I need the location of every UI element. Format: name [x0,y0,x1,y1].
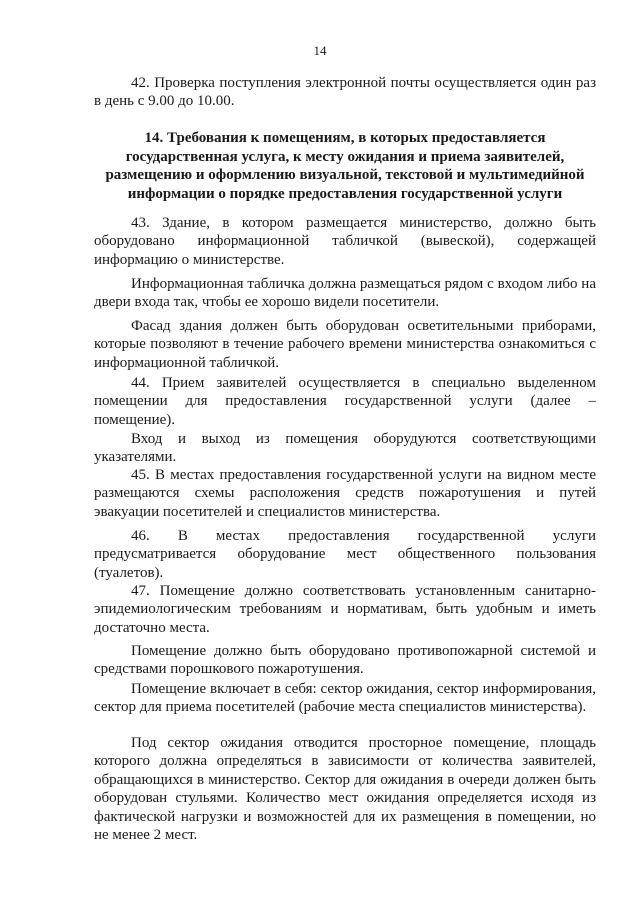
paragraph-sectors: Помещение включает в себя: сектор ожидания, сектор информирования, сектор для приема посетителей (рабочие места специалистов министерства). [94,681,596,716]
page-number: 14 [313,43,327,58]
paragraph-waiting-sector: Под сектор ожидания отводится просторное помещение, площадь которого должна определяться в зависимости от количества заявителей, обращающихся в министерство. Сектор для ожидания в очереди должен быть оборудован стульями. Количество мест ожидания определяется исходя из фактической нагрузки и возможностей для их размещения в помещении, но не менее 2 мест. [94,735,596,844]
paragraph-45: 45. В местах предоставления государственной услуги на видном месте размещаются схемы расположения средств пожаротушения и путей эвакуации посетителей и специалистов министерства. [94,467,596,520]
paragraph-entrance: Вход и выход из помещения оборудуются соответствующими указателями. [94,431,596,466]
paragraph-43: 43. Здание, в котором размещается министерство, должно быть оборудовано информационной табличкой (вывеской), содержащей информацию о министерстве. [94,215,596,268]
paragraph-fire-safety: Помещение должно быть оборудовано противопожарной системой и средствами порошкового пожаротушения. [94,643,596,678]
paragraph-facade: Фасад здания должен быть оборудован осветительными приборами, которые позволяют в течение рабочего времени министерства ознакомиться с информационной табличкой. [94,318,596,371]
paragraph-44: 44. Прием заявителей осуществляется в специально выделенном помещении для предоставления государственной услуги (далее – помещение). [94,375,596,428]
section-heading: 14. Требования к помещениям, в которых предоставляется государственная услуга, к месту ожидания и приема заявителей, размещению и оформлению визуальной, текстовой и мультимедийной информации о порядке предоставления государственной услуги [105,130,585,202]
paragraph-signboard: Информационная табличка должна размещаться рядом с входом либо на двери входа так, чтобы ее хорошо видели посетители. [94,276,596,311]
paragraph-46: 46. В местах предоставления государственной услуги предусматривается оборудование мест общественного пользования (туалетов). [94,528,596,581]
paragraph-47: 47. Помещение должно соответствовать установленным санитарно-эпидемиологическим требованиям и нормативам, быть удобным и иметь достаточно места. [94,583,596,636]
paragraph-42: 42. Проверка поступления электронной почты осуществляется один раз в день с 9.00 до 10.00. [94,75,596,110]
